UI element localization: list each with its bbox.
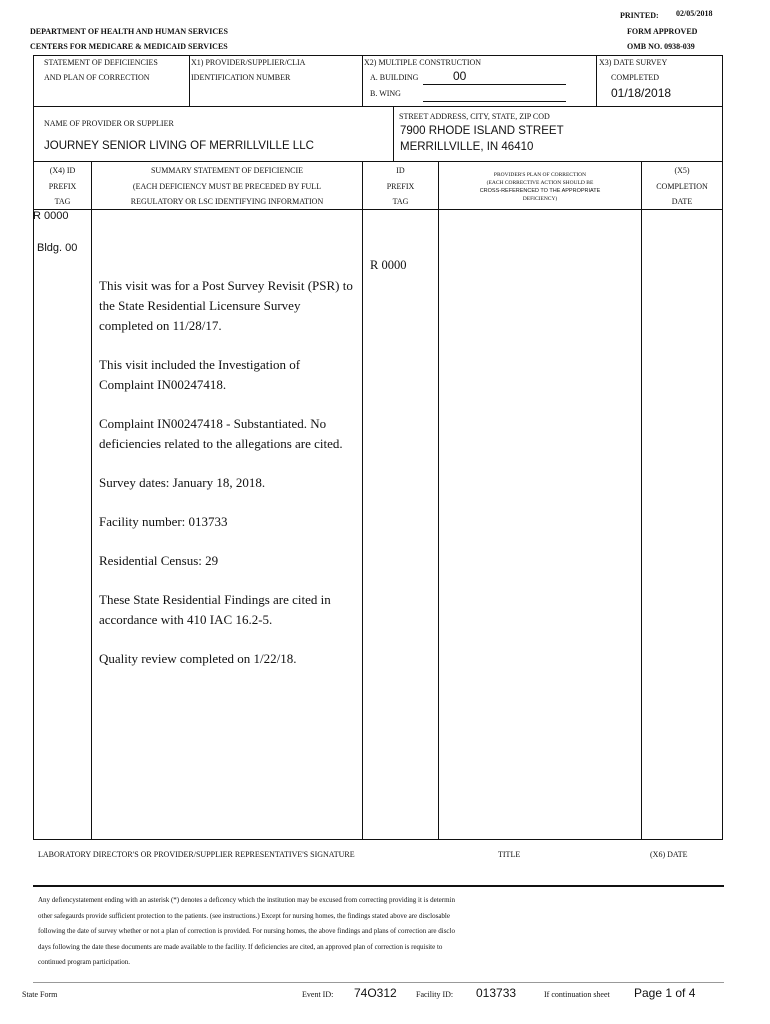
x1-label-2: IDENTIFICATION NUMBER bbox=[191, 73, 291, 82]
event-id-label: Event ID: bbox=[302, 990, 334, 999]
provider-bottom-border bbox=[33, 161, 723, 162]
page-number: Page 1 of 4 bbox=[634, 986, 696, 1000]
address-line-2: MERRILLVILLE, IN 46410 bbox=[400, 141, 534, 153]
box1-top-border bbox=[33, 55, 723, 56]
plan-header-4: DEFICIENCY) bbox=[522, 196, 558, 202]
wing-underline bbox=[423, 101, 566, 102]
summary-statement bbox=[99, 276, 357, 688]
x1-label-1: X1) PROVIDER/SUPPLIER/CLIA bbox=[191, 58, 306, 67]
disclaimer-line-4: days following the date these documents are made available to the facility. If deficiencies are cited, an approved plan of correction is requisite to bbox=[38, 942, 443, 951]
summary-header-3: REGULATORY OR LSC IDENTIFYING INFORMATION bbox=[130, 197, 324, 206]
right-tag: R 0000 bbox=[370, 258, 407, 272]
printed-date: 02/05/2018 bbox=[676, 9, 713, 18]
table-right-border bbox=[722, 161, 723, 840]
paragraph-findings: These State Residential Findings are cited in accordance with 410 IAC 16.2-5. bbox=[99, 592, 331, 627]
department-title: DEPARTMENT OF HEALTH AND HUMAN SERVICES bbox=[30, 27, 228, 36]
statement-label-2: AND PLAN OF CORRECTION bbox=[44, 73, 150, 82]
footer-separator bbox=[33, 982, 724, 983]
x4-header-1: (X4) ID bbox=[49, 166, 76, 175]
box1-right-border bbox=[722, 55, 723, 107]
wing-label: B. WING bbox=[370, 89, 401, 98]
building-underline bbox=[423, 84, 566, 85]
address-label: STREET ADDRESS, CITY, STATE, ZIP COD bbox=[399, 112, 550, 121]
box1-left-border bbox=[33, 55, 34, 107]
x2-label: X2) MULTIPLE CONSTRUCTION bbox=[364, 58, 482, 67]
state-form-label: State Form bbox=[22, 990, 58, 999]
plan-header-3: CROSS-REFERENCED TO THE APPROPRIATE bbox=[479, 188, 601, 194]
plan-header-1: PROVIDER'S PLAN OF CORRECTION bbox=[493, 172, 587, 178]
x5-header-1: (X5) bbox=[674, 166, 690, 175]
title-label: TITLE bbox=[498, 850, 521, 859]
director-signature-label: LABORATORY DIRECTOR'S OR PROVIDER/SUPPLIER REPRESENTATIVE'S SIGNATURE bbox=[38, 850, 355, 859]
event-id-value: 74O312 bbox=[354, 986, 397, 1000]
printed-label: PRINTED: bbox=[620, 11, 659, 20]
provider-right-border bbox=[722, 106, 723, 162]
col-divider-3 bbox=[438, 161, 439, 840]
provider-left-border bbox=[33, 106, 34, 162]
facility-id-value: 013733 bbox=[476, 986, 517, 1000]
columns-header-bottom bbox=[33, 209, 723, 210]
x3-label-2: COMPLETED bbox=[611, 73, 659, 82]
omb-number: OMB NO. 0938-039 bbox=[627, 42, 695, 51]
x3-label-1: X3) DATE SURVEY bbox=[599, 58, 668, 67]
paragraph-investigation: This visit included the Investigation of Complaint IN00247418. bbox=[99, 357, 301, 392]
col-divider-4 bbox=[641, 161, 642, 840]
x5-header-2: COMPLETION bbox=[656, 182, 708, 191]
survey-completed-date: 01/18/2018 bbox=[611, 86, 672, 100]
paragraph-psr: This visit was for a Post Survey Revisit (PSR) to the State Residential Licensure Survey completed on 11/28/17. bbox=[99, 278, 353, 333]
box1-bottom-border bbox=[33, 106, 723, 107]
continuation-label: If continuation sheet bbox=[544, 990, 610, 999]
disclaimer-line-3: following the date of survey whether or not a plan of correction is provided. For nursing homes, the above findings and plans of correction are disclo bbox=[38, 927, 455, 935]
id-header-1: ID bbox=[396, 166, 405, 175]
paragraph-survey-dates: Survey dates: January 18, 2018. bbox=[99, 475, 266, 490]
provider-divider bbox=[393, 106, 394, 162]
building-label: A. BUILDING bbox=[370, 73, 419, 82]
col-divider-2 bbox=[362, 161, 363, 840]
centers-title: CENTERS FOR MEDICARE & MEDICAID SERVICES bbox=[30, 42, 228, 51]
paragraph-census: Residential Census: 29 bbox=[99, 553, 219, 568]
signature-separator bbox=[33, 885, 724, 887]
x6-date-label: (X6) DATE bbox=[650, 850, 688, 859]
disclaimer bbox=[38, 893, 578, 971]
disclaimer-line-5: continued program participation. bbox=[38, 958, 130, 966]
table-left-border bbox=[33, 161, 34, 840]
id-header-3: TAG bbox=[392, 197, 409, 206]
paragraph-quality-review: Quality review completed on 1/22/18. bbox=[99, 651, 297, 666]
box1-divider-1 bbox=[189, 55, 190, 107]
paragraph-complaint: Complaint IN00247418 - Substantiated. No deficiencies related to the allegations are cited. bbox=[99, 416, 343, 451]
box1-divider-3 bbox=[596, 55, 597, 107]
id-header-2: PREFIX bbox=[386, 182, 415, 191]
summary-header-2: (EACH DEFICIENCY MUST BE PRECEDED BY FULL bbox=[132, 182, 322, 191]
paragraph-facility-number: Facility number: 013733 bbox=[99, 514, 228, 529]
box1-divider-2 bbox=[362, 55, 363, 107]
building-tag: Bldg. 00 bbox=[37, 242, 78, 254]
building-value: 00 bbox=[453, 69, 467, 83]
summary-header-1: SUMMARY STATEMENT OF DEFICIENCIE bbox=[150, 166, 304, 175]
col-divider-1 bbox=[91, 161, 92, 840]
x5-header-3: DATE bbox=[671, 197, 693, 206]
disclaimer-line-2: other safegaurds provide sufficient protection to the patients. (see instructions.) Except for nursing homes, the findings stated above are disclosable bbox=[38, 911, 450, 920]
statement-label-1: STATEMENT OF DEFICIENCIES bbox=[44, 58, 158, 67]
provider-name-value: JOURNEY SENIOR LIVING OF MERRILLVILLE LLC bbox=[44, 140, 314, 152]
disclaimer-line-1: Any defiencystatement ending with an asterisk (*) denotes a deficency which the institution may be excused from correcting providing it is determin bbox=[38, 896, 455, 904]
table-bottom-border bbox=[33, 839, 723, 840]
x4-header-3: TAG bbox=[54, 197, 71, 206]
facility-id-label: Facility ID: bbox=[416, 990, 454, 999]
address-line-1: 7900 RHODE ISLAND STREET bbox=[400, 125, 564, 137]
x4-header-2: PREFIX bbox=[48, 182, 77, 191]
left-tag: R 0000 bbox=[33, 210, 69, 222]
form-approved: FORM APPROVED bbox=[627, 27, 698, 36]
provider-name-label: NAME OF PROVIDER OR SUPPLIER bbox=[44, 119, 174, 128]
plan-header-2: (EACH CORRECTIVE ACTION SHOULD BE bbox=[486, 180, 594, 186]
